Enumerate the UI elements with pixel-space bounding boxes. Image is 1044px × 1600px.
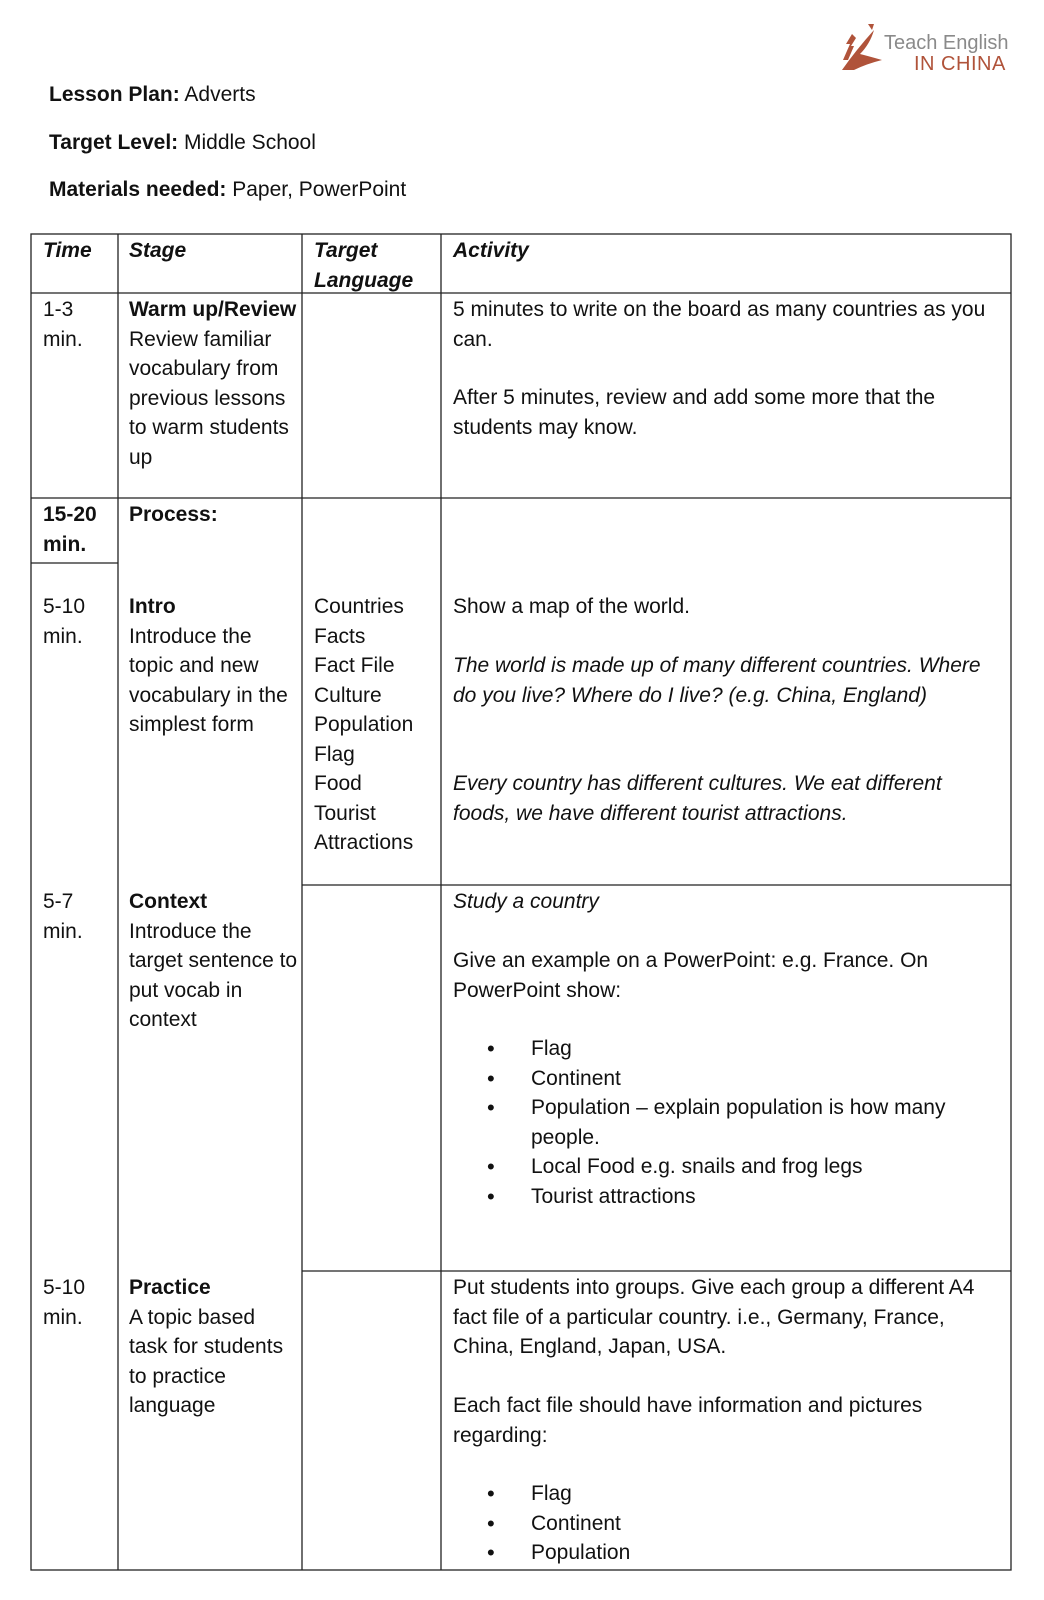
process-stage-title: Process: xyxy=(129,503,218,526)
context-stage xyxy=(129,887,299,1035)
language-item: Population xyxy=(314,713,414,736)
header-time: Time xyxy=(43,239,92,262)
list-item: • Tourist attractions xyxy=(453,1182,993,1212)
warmup-activity-p1: 5 minutes to write on the board as many countries as you can. xyxy=(453,298,986,351)
practice-bullet-list xyxy=(453,1479,993,1568)
practice-activity-p2: Each fact file should have information and pictures regarding: xyxy=(453,1394,923,1447)
header-stage: Stage xyxy=(129,239,187,262)
logo-text-top: Teach English xyxy=(884,32,1009,54)
list-item: • Flag xyxy=(453,1479,993,1509)
language-item: Food xyxy=(314,772,362,795)
warmup-activity-p2: After 5 minutes, review and add some more that the students may know. xyxy=(453,386,936,439)
language-item: Tourist xyxy=(314,801,376,825)
warmup-time: 1-3 min. xyxy=(43,298,83,351)
target-level-line xyxy=(49,131,316,155)
warmup-stage xyxy=(129,295,299,472)
context-activity-p1: Study a country xyxy=(453,890,599,913)
great-wall-logo-icon xyxy=(838,20,888,76)
list-item: • Population xyxy=(453,1538,993,1568)
logo-text-bottom: IN CHINA xyxy=(914,53,1006,75)
language-item: Countries xyxy=(314,595,404,618)
header-activity: Activity xyxy=(453,239,529,262)
intro-activity-p3: Every country has different cultures. We eat different foods, we have different tourist attractions. xyxy=(453,772,942,825)
intro-time: 5-10 min. xyxy=(43,595,86,648)
lesson-plan-line xyxy=(49,83,256,107)
header-target-language: Target Language xyxy=(314,239,414,292)
context-time: 5-7 min. xyxy=(43,890,83,943)
practice-activity-p1: Put students into groups. Give each group a different A4 fact file of a particular country. i.e., Germany, France, China, England, Japan, USA. xyxy=(453,1276,975,1358)
intro-language-list xyxy=(314,592,439,858)
intro-stage xyxy=(129,592,299,740)
lesson-plan-value: Adverts xyxy=(179,83,256,106)
target-level-value: Middle School xyxy=(178,131,316,154)
language-item: Flag xyxy=(314,742,355,766)
intro-stage-desc: Introduce the topic and new vocabulary in the simplest form xyxy=(129,624,288,736)
intro-activity-p2: The world is made up of many different countries. Where do you live? Where do I live? (e.g. China, England) xyxy=(453,654,981,707)
context-stage-title: Context xyxy=(129,890,208,913)
materials-label: Materials needed: xyxy=(49,178,227,201)
practice-stage xyxy=(129,1273,299,1421)
materials-line xyxy=(49,178,406,202)
warmup-stage-title: Warm up/Review xyxy=(129,298,297,321)
language-item: Facts xyxy=(314,624,366,648)
context-activity-p2: Give an example on a PowerPoint: e.g. France. On PowerPoint show: xyxy=(453,949,929,1002)
context-bullet-list xyxy=(453,1034,993,1211)
intro-stage-title: Intro xyxy=(129,595,176,618)
warmup-stage-desc: Review familiar vocabulary from previous lessons to warm students up xyxy=(129,327,289,469)
language-item: Culture xyxy=(314,683,382,707)
list-item: • Continent xyxy=(453,1064,993,1094)
practice-stage-title: Practice xyxy=(129,1276,211,1299)
practice-time: 5-10 min. xyxy=(43,1276,86,1329)
language-item: Fact File xyxy=(314,654,395,677)
process-time: 15-20 min. xyxy=(43,503,97,556)
materials-value: Paper, PowerPoint xyxy=(226,178,407,201)
lesson-plan-label: Lesson Plan: xyxy=(49,83,180,106)
list-item: • Flag xyxy=(453,1034,993,1064)
practice-stage-desc: A topic based task for students to practice language xyxy=(129,1305,284,1417)
list-item: • Population – explain population is how many people. xyxy=(453,1093,993,1152)
logo xyxy=(838,20,1018,76)
language-item: Attractions xyxy=(314,831,414,854)
target-level-label: Target Level: xyxy=(49,131,179,154)
intro-activity-p1: Show a map of the world. xyxy=(453,595,690,618)
list-item: • Continent xyxy=(453,1509,993,1539)
context-stage-desc: Introduce the target sentence to put vocab in context xyxy=(129,919,298,1031)
list-item: • Local Food e.g. snails and frog legs xyxy=(453,1152,993,1182)
